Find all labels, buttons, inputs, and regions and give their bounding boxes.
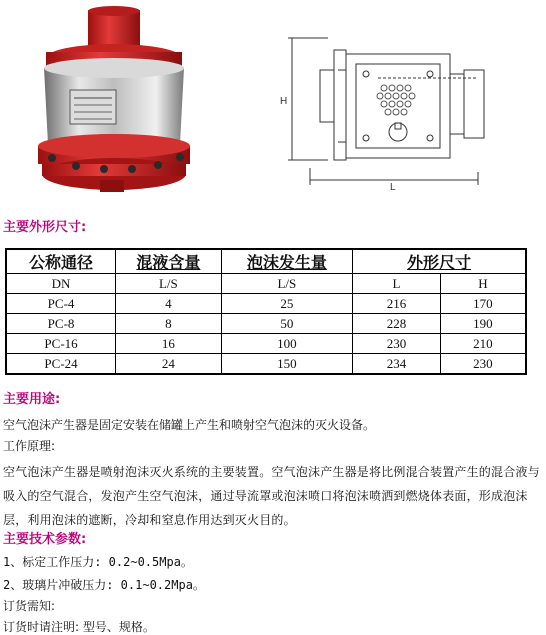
- label-h: H: [280, 96, 288, 107]
- table-cell: PC-4: [6, 294, 116, 314]
- table-cell: PC-8: [6, 314, 116, 334]
- table-cell: 230: [440, 354, 526, 375]
- param-2: 2、玻璃片冲破压力: 0.1~0.2Mpa。: [3, 578, 205, 592]
- order-label: 订货需知:: [3, 599, 56, 613]
- table-subheader-row: [6, 274, 526, 294]
- subheader-cell: DN: [6, 274, 116, 294]
- table-cell: 4: [116, 294, 222, 314]
- params-title: 主要技术参数:: [3, 532, 87, 547]
- table-cell: 150: [221, 354, 352, 375]
- dimensions-title: 主要外形尺寸:: [3, 220, 87, 235]
- product-images: [0, 0, 546, 205]
- table-row: [6, 354, 526, 375]
- param-1: 1、标定工作压力: 0.2~0.5Mpa。: [3, 555, 193, 569]
- subheader-cell: L/S: [221, 274, 352, 294]
- principle-label: 工作原理:: [3, 439, 56, 453]
- table-cell: 228: [353, 314, 441, 334]
- table-cell: 230: [353, 334, 441, 354]
- table-cell: 234: [353, 354, 441, 375]
- table-cell: 16: [116, 334, 222, 354]
- table-cell: 8: [116, 314, 222, 334]
- table-cell: 50: [221, 314, 352, 334]
- order-note: 订货时请注明: 型号、规格。: [3, 620, 155, 634]
- table-cell: 170: [440, 294, 526, 314]
- header-dn: 公称通径: [6, 249, 116, 274]
- header-foam: 泡沫发生量: [221, 249, 352, 274]
- principle-text: 空气泡沫产生器是喷射泡沫灭火系统的主要装置。空气泡沫产生器是将比例混合装置产生的混合液与吸入的空气混合，发泡产生空气泡沫，通过导流罩或泡沫喷口将泡沫喷洒到燃烧体表面，形成泡沫层，利用泡沫的遮断，冷却和窒息作用达到灭火目的。: [3, 465, 540, 527]
- table-cell: PC-16: [6, 334, 116, 354]
- table-cell: 210: [440, 334, 526, 354]
- table-cell: 190: [440, 314, 526, 334]
- table-cell: 216: [353, 294, 441, 314]
- usage-title: 主要用途:: [3, 392, 61, 407]
- table-cell: 25: [221, 294, 352, 314]
- table-row: [6, 294, 526, 314]
- table-cell: PC-24: [6, 354, 116, 375]
- table-header-row: [6, 249, 526, 274]
- label-l: L: [390, 182, 396, 193]
- table-cell: 24: [116, 354, 222, 375]
- table-row: [6, 334, 526, 354]
- spec-table: [5, 248, 527, 375]
- subheader-cell: L: [353, 274, 441, 294]
- product-photo: [30, 6, 202, 196]
- header-mix: 混液含量: [116, 249, 222, 274]
- header-size: 外形尺寸: [353, 249, 526, 274]
- usage-text: 空气泡沫产生器是固定安装在储罐上产生和喷射空气泡沫的灭火设备。: [3, 418, 376, 432]
- table-row: [6, 314, 526, 334]
- table-cell: 100: [221, 334, 352, 354]
- subheader-cell: L/S: [116, 274, 222, 294]
- subheader-cell: H: [440, 274, 526, 294]
- technical-drawing: [278, 30, 518, 200]
